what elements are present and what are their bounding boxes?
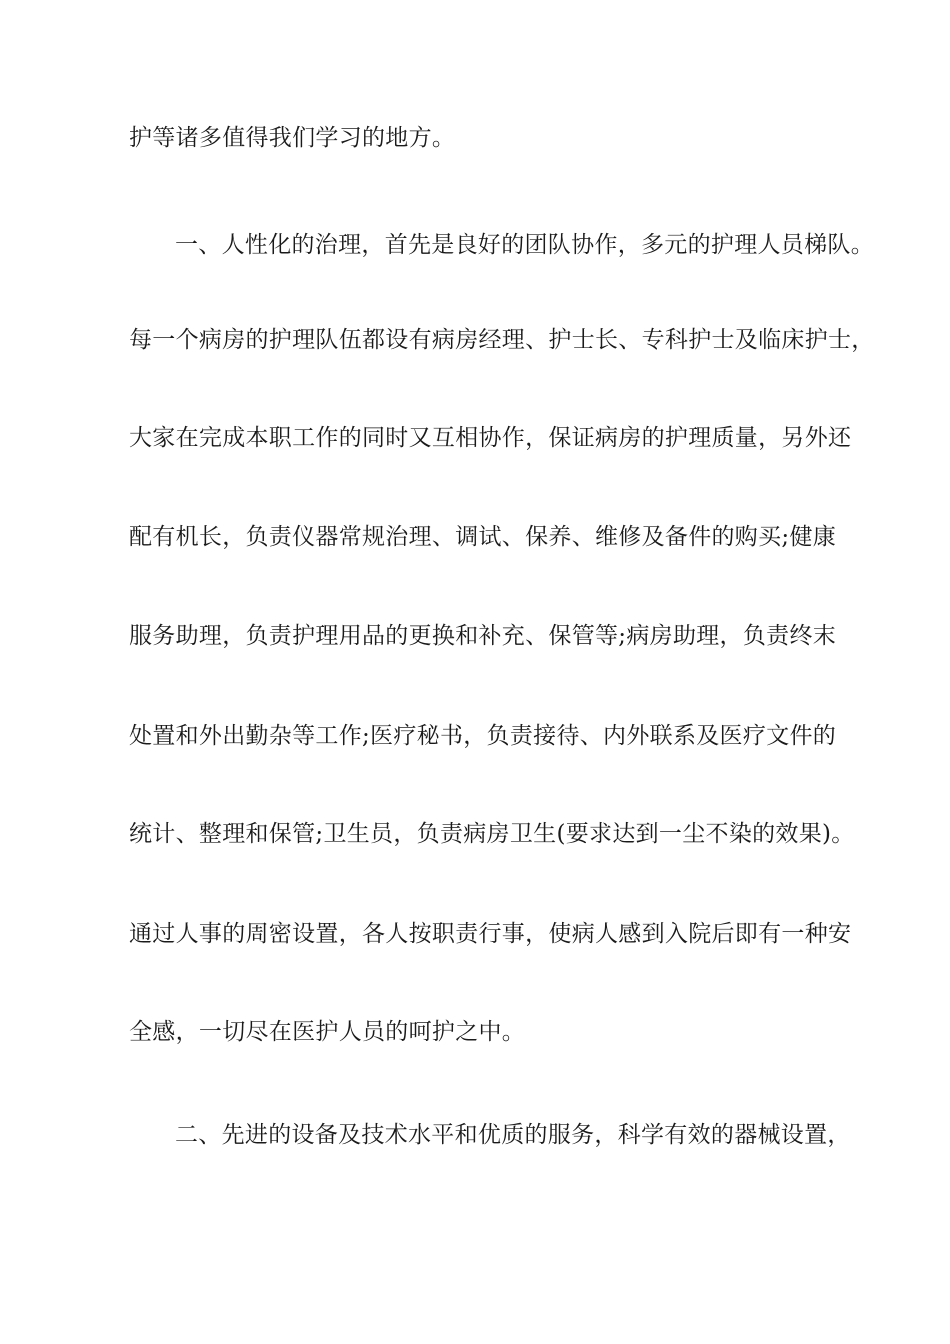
text-line: 通过人事的周密设置，各人按职责行事，使病人感到入院后即有一种安	[129, 921, 852, 947]
paragraph-1-heading-line: 一、人性化的治理，首先是良好的团队协作，多元的护理人员梯队。	[175, 232, 874, 258]
text-line: 护等诸多值得我们学习的地方。	[129, 125, 456, 151]
text-line: 统计、整理和保管;卫生员，负责病房卫生(要求达到一尘不染的效果)。	[129, 821, 855, 847]
text-line: 全感，一切尽在医护人员的呵护之中。	[129, 1019, 526, 1045]
paragraph-2-heading-line: 二、先进的设备及技术水平和优质的服务，科学有效的器械设置，	[175, 1122, 851, 1148]
text-line: 大家在完成本职工作的同时又互相协作，保证病房的护理质量，另外还	[129, 425, 852, 451]
text-line: 配有机长，负责仪器常规治理、调试、保养、维修及备件的购买;健康	[129, 524, 837, 550]
text-line: 处置和外出勤杂等工作;医疗秘书，负责接待、内外联系及医疗文件的	[129, 723, 837, 749]
text-line: 每一个病房的护理队伍都设有病房经理、护士长、专科护士及临床护士，	[129, 327, 875, 353]
text-line: 服务助理，负责护理用品的更换和补充、保管等;病房助理，负责终末	[129, 623, 837, 649]
